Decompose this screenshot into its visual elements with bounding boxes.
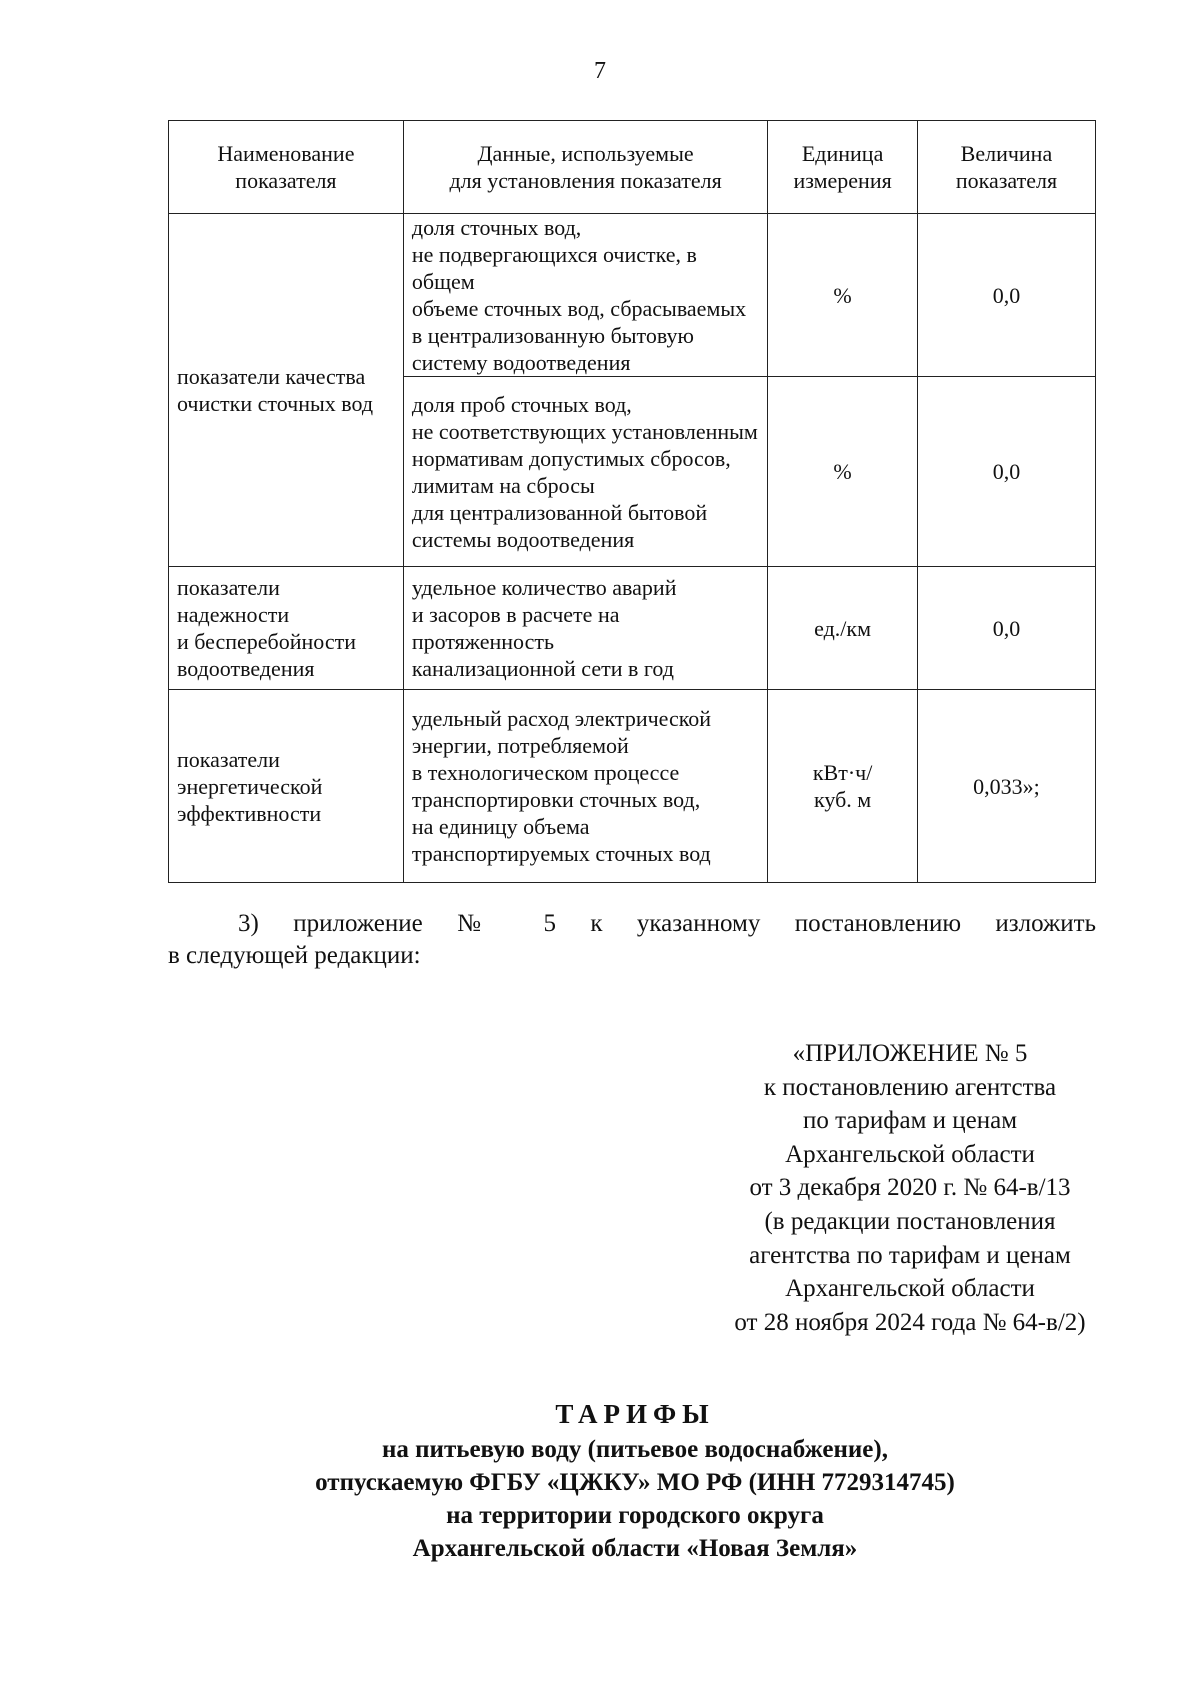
header-data-used bbox=[403, 121, 767, 214]
cell-text bbox=[833, 283, 851, 308]
value-cell bbox=[917, 377, 1095, 567]
appendix-header bbox=[690, 1037, 1130, 1339]
cell-text-line: для установления показателя bbox=[449, 168, 722, 193]
cell-text-line: лимитам на сбросы bbox=[411, 472, 595, 498]
cell-text bbox=[412, 706, 711, 866]
title-line: отпускаемую ФГБУ «ЦЖКУ» МО РФ (ИНН 7729314745) bbox=[315, 1469, 955, 1496]
cell-text-line: показатели bbox=[177, 575, 280, 600]
unit-cell bbox=[768, 690, 918, 883]
table-row bbox=[169, 567, 1096, 690]
value-cell bbox=[917, 567, 1095, 690]
cell-text-line: нормативам допустимых сбросов, bbox=[411, 445, 731, 471]
cell-text-line: удельное количество аварий bbox=[411, 575, 677, 600]
cell-text bbox=[833, 459, 851, 484]
header-indicator-name bbox=[169, 121, 404, 214]
appendix-line: Архангельской области bbox=[785, 1275, 1035, 1303]
unit-cell bbox=[768, 214, 918, 377]
cell-text-line: водоотведения bbox=[177, 656, 315, 681]
cell-text bbox=[412, 215, 746, 375]
cell-text-line: транспортировки сточных вод, bbox=[411, 787, 701, 812]
indicator-cell bbox=[169, 567, 404, 690]
cell-text bbox=[993, 616, 1021, 641]
cell-text-line: эффективности bbox=[177, 800, 322, 826]
data-cell bbox=[403, 214, 767, 377]
cell-text bbox=[793, 141, 891, 193]
unit-cell bbox=[768, 377, 918, 567]
appendix-line: от 28 ноября 2024 года № 64-в/2) bbox=[734, 1308, 1086, 1336]
title-line: на территории городского округа bbox=[446, 1502, 824, 1529]
cell-text bbox=[813, 760, 872, 812]
cell-text bbox=[993, 459, 1021, 484]
cell-text-line: 0,033»; bbox=[973, 773, 1040, 799]
cell-text-line: показатели качества bbox=[177, 364, 366, 389]
cell-text-line: не соответствующих установленным bbox=[411, 418, 758, 444]
cell-text-line: канализационной сети в год bbox=[411, 656, 674, 681]
cell-text-line: показателя bbox=[955, 168, 1058, 193]
data-cell bbox=[403, 690, 767, 883]
table-row bbox=[169, 214, 1096, 377]
tariffs-title: ТАРИФЫ bbox=[555, 1399, 715, 1429]
cell-text bbox=[177, 364, 373, 416]
cell-text-line: и бесперебойности bbox=[177, 629, 356, 654]
indicators-table bbox=[168, 120, 1096, 883]
indicator-cell bbox=[169, 214, 404, 567]
cell-text-line: удельный расход электрической bbox=[411, 706, 712, 731]
cell-text bbox=[217, 141, 354, 193]
cell-text-line: энергии, потребляемой bbox=[411, 733, 629, 758]
cell-text-line: Единица bbox=[801, 141, 884, 166]
cell-text-line: % bbox=[833, 459, 852, 484]
cell-text bbox=[993, 283, 1021, 308]
cell-text-line: куб. м bbox=[813, 787, 872, 812]
cell-text bbox=[412, 392, 758, 552]
cell-text-line: Наименование bbox=[217, 141, 355, 166]
cell-text-line: Данные, используемые bbox=[477, 141, 694, 166]
header-value bbox=[917, 121, 1095, 214]
cell-text-line: показателя bbox=[235, 168, 337, 193]
cell-text-line: кВт·ч/ bbox=[812, 760, 873, 785]
appendix-line: по тарифам и ценам bbox=[802, 1107, 1018, 1135]
appendix-line: «ПРИЛОЖЕНИЕ № 5 bbox=[792, 1040, 1028, 1067]
cell-text bbox=[177, 747, 322, 826]
cell-text-line: 0,0 bbox=[992, 615, 1021, 641]
cell-text-line: 0,0 bbox=[992, 282, 1021, 308]
data-cell bbox=[403, 377, 767, 567]
cell-text-line: в технологическом процессе bbox=[411, 760, 680, 785]
page-number: 7 bbox=[594, 58, 606, 84]
cell-text-line: ед./км bbox=[814, 615, 872, 641]
table-row bbox=[169, 690, 1096, 883]
tariffs-title-block bbox=[0, 1398, 1200, 1565]
header-unit bbox=[768, 121, 918, 214]
cell-text bbox=[973, 774, 1040, 799]
cell-text-line: энергетической bbox=[177, 773, 323, 799]
cell-text bbox=[412, 575, 677, 681]
title-line: Архангельской области «Новая Земля» bbox=[412, 1535, 858, 1562]
appendix-line: агентства по тарифам и ценам bbox=[749, 1241, 1071, 1269]
cell-text bbox=[177, 575, 356, 681]
appendix-line: (в редакции постановления bbox=[764, 1207, 1056, 1235]
item-3-line-2: в следующей редакции: bbox=[168, 942, 421, 969]
indicator-cell bbox=[169, 690, 404, 883]
cell-text-line: транспортируемых сточных вод bbox=[411, 841, 711, 866]
data-cell bbox=[403, 567, 767, 690]
cell-text bbox=[449, 141, 721, 193]
appendix-line: от 3 декабря 2020 г. № 64-в/13 bbox=[749, 1174, 1071, 1202]
cell-text-line: надежности bbox=[177, 602, 290, 627]
title-line: на питьевую воду (питьевое водоснабжение), bbox=[382, 1436, 888, 1463]
cell-text-line: на единицу объема bbox=[411, 814, 590, 839]
cell-text-line: объеме сточных вод, сбрасываемых bbox=[411, 296, 747, 321]
appendix-line: Архангельской области bbox=[785, 1140, 1035, 1168]
cell-text-line: и засоров в расчете на протяженность bbox=[411, 602, 620, 654]
cell-text-line: систему водоотведения bbox=[411, 350, 631, 375]
cell-text-line: 0,0 bbox=[992, 459, 1021, 484]
cell-text bbox=[814, 616, 871, 641]
cell-text-line: измерения bbox=[793, 168, 892, 193]
value-cell bbox=[917, 214, 1095, 377]
cell-text-line: в централизованную бытовую bbox=[411, 323, 694, 348]
value-cell bbox=[917, 690, 1095, 883]
item-3-paragraph bbox=[168, 908, 1096, 972]
unit-cell bbox=[768, 567, 918, 690]
cell-text-line: системы водоотведения bbox=[411, 526, 635, 552]
cell-text-line: доля проб сточных вод, bbox=[411, 391, 632, 417]
cell-text-line: Величина bbox=[960, 141, 1053, 166]
cell-text-line: показатели bbox=[177, 746, 280, 772]
cell-text-line: для централизованной бытовой bbox=[411, 499, 708, 525]
cell-text-line: очистки сточных вод bbox=[177, 391, 374, 416]
item-3-line-1: 3) приложение № 5 к указанному постановлению изложить bbox=[238, 910, 1096, 937]
cell-text-line: доля сточных вод, bbox=[411, 215, 582, 240]
appendix-line: к постановлению агентства bbox=[763, 1073, 1057, 1101]
cell-text-line: % bbox=[833, 282, 852, 308]
table-header-row bbox=[169, 121, 1096, 214]
cell-text bbox=[956, 141, 1057, 193]
cell-text-line: не подвергающихся очистке, в общем bbox=[411, 242, 697, 294]
